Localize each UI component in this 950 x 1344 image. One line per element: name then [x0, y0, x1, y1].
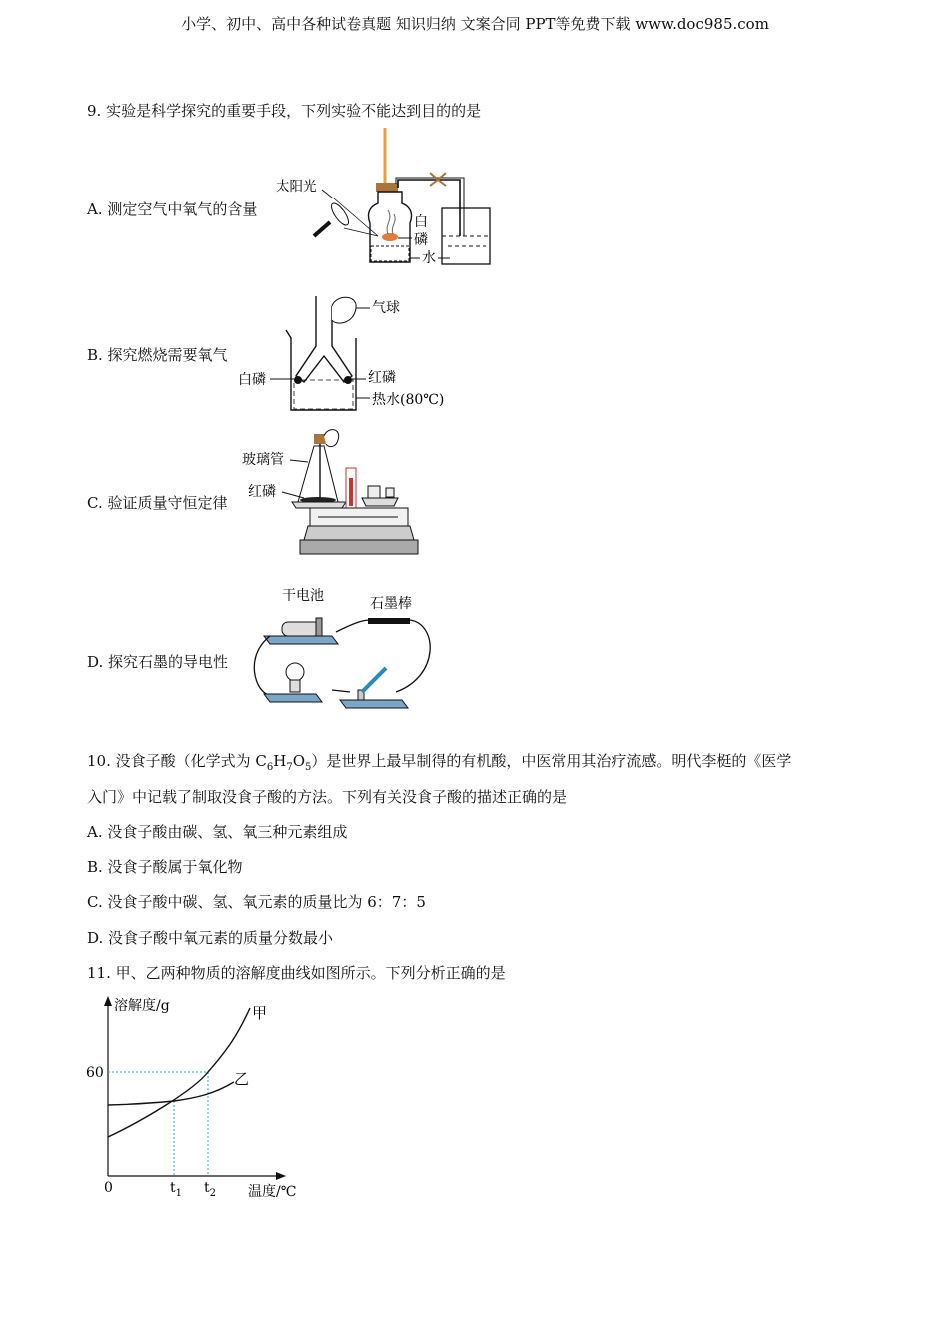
- q10-option-c: C. 没食子酸中碳、氢、氧元素的质量比为 6：7：5: [87, 893, 426, 911]
- q11-stem: 11. 甲、乙两种物质的溶解度曲线如图所示。下列分析正确的是: [87, 964, 506, 982]
- label-glass-tube: 玻璃管: [242, 452, 284, 468]
- figure-b-combustion: [236, 290, 476, 415]
- q10-stem-line1: 10. 没食子酸（化学式为 $C_6H_7O_5$）是世界上最早制得的有机酸，中医常用其治疗流感。明代李梃的《医学: [87, 752, 792, 773]
- q9-option-d: D. 探究石墨的导电性: [87, 653, 229, 671]
- label-water: 水: [422, 250, 436, 266]
- label-graphite-rod: 石墨棒: [370, 596, 412, 612]
- q10-option-d: D. 没食子酸中氧元素的质量分数最小: [87, 929, 334, 947]
- series-yi-curve: [108, 1082, 234, 1105]
- figure-a-oxygen-measurement: [270, 128, 500, 273]
- origin-label: 0: [104, 1180, 113, 1196]
- label-sunlight: 太阳光: [276, 179, 317, 195]
- page-header: 小学、初中、高中各种试卷真题 知识归纳 文案合同 PPT等免费下载 www.doc985.com: [181, 15, 769, 33]
- figure-c-mass-conservation: [238, 428, 423, 560]
- q10-stem-line2: 入门》中记载了制取没食子酸的方法。下列有关没食子酸的描述正确的是: [87, 788, 568, 806]
- q9-option-b: B. 探究燃烧需要氧气: [87, 346, 228, 364]
- x-axis-label: 温度/℃: [248, 1184, 297, 1200]
- q9-option-c: C. 验证质量守恒定律: [87, 494, 228, 512]
- q9-option-a: A. 测定空气中氧气的含量: [87, 200, 258, 218]
- label-red-phosphorus-c: 红磷: [248, 484, 276, 500]
- label-phosphorus: 磷: [414, 232, 428, 248]
- x-tick-t2: $t_2$: [204, 1180, 217, 1199]
- label-balloon: 气球: [372, 300, 400, 316]
- solubility-chart: [84, 992, 324, 1207]
- q9-stem: 9. 实验是科学探究的重要手段，下列实验不能达到目的的是: [87, 102, 482, 120]
- label-battery: 干电池: [282, 588, 324, 604]
- series-yi-label: 乙: [234, 1070, 250, 1088]
- label-red-phosphorus: 红磷: [368, 370, 396, 386]
- series-jia-label: 甲: [252, 1004, 268, 1022]
- label-hot-water: 热水(80℃): [372, 392, 445, 408]
- figure-d-graphite-conductivity: [250, 580, 450, 720]
- y-axis-label: 溶解度/g: [114, 998, 170, 1014]
- q10-option-a: A. 没食子酸由碳、氢、氧三种元素组成: [87, 823, 348, 841]
- y-tick-60: 60: [86, 1065, 104, 1081]
- q10-option-b: B. 没食子酸属于氧化物: [87, 858, 243, 876]
- x-tick-t1: $t_1$: [170, 1180, 183, 1199]
- label-white: 白: [414, 214, 428, 230]
- label-white-phosphorus: 白磷: [238, 372, 266, 388]
